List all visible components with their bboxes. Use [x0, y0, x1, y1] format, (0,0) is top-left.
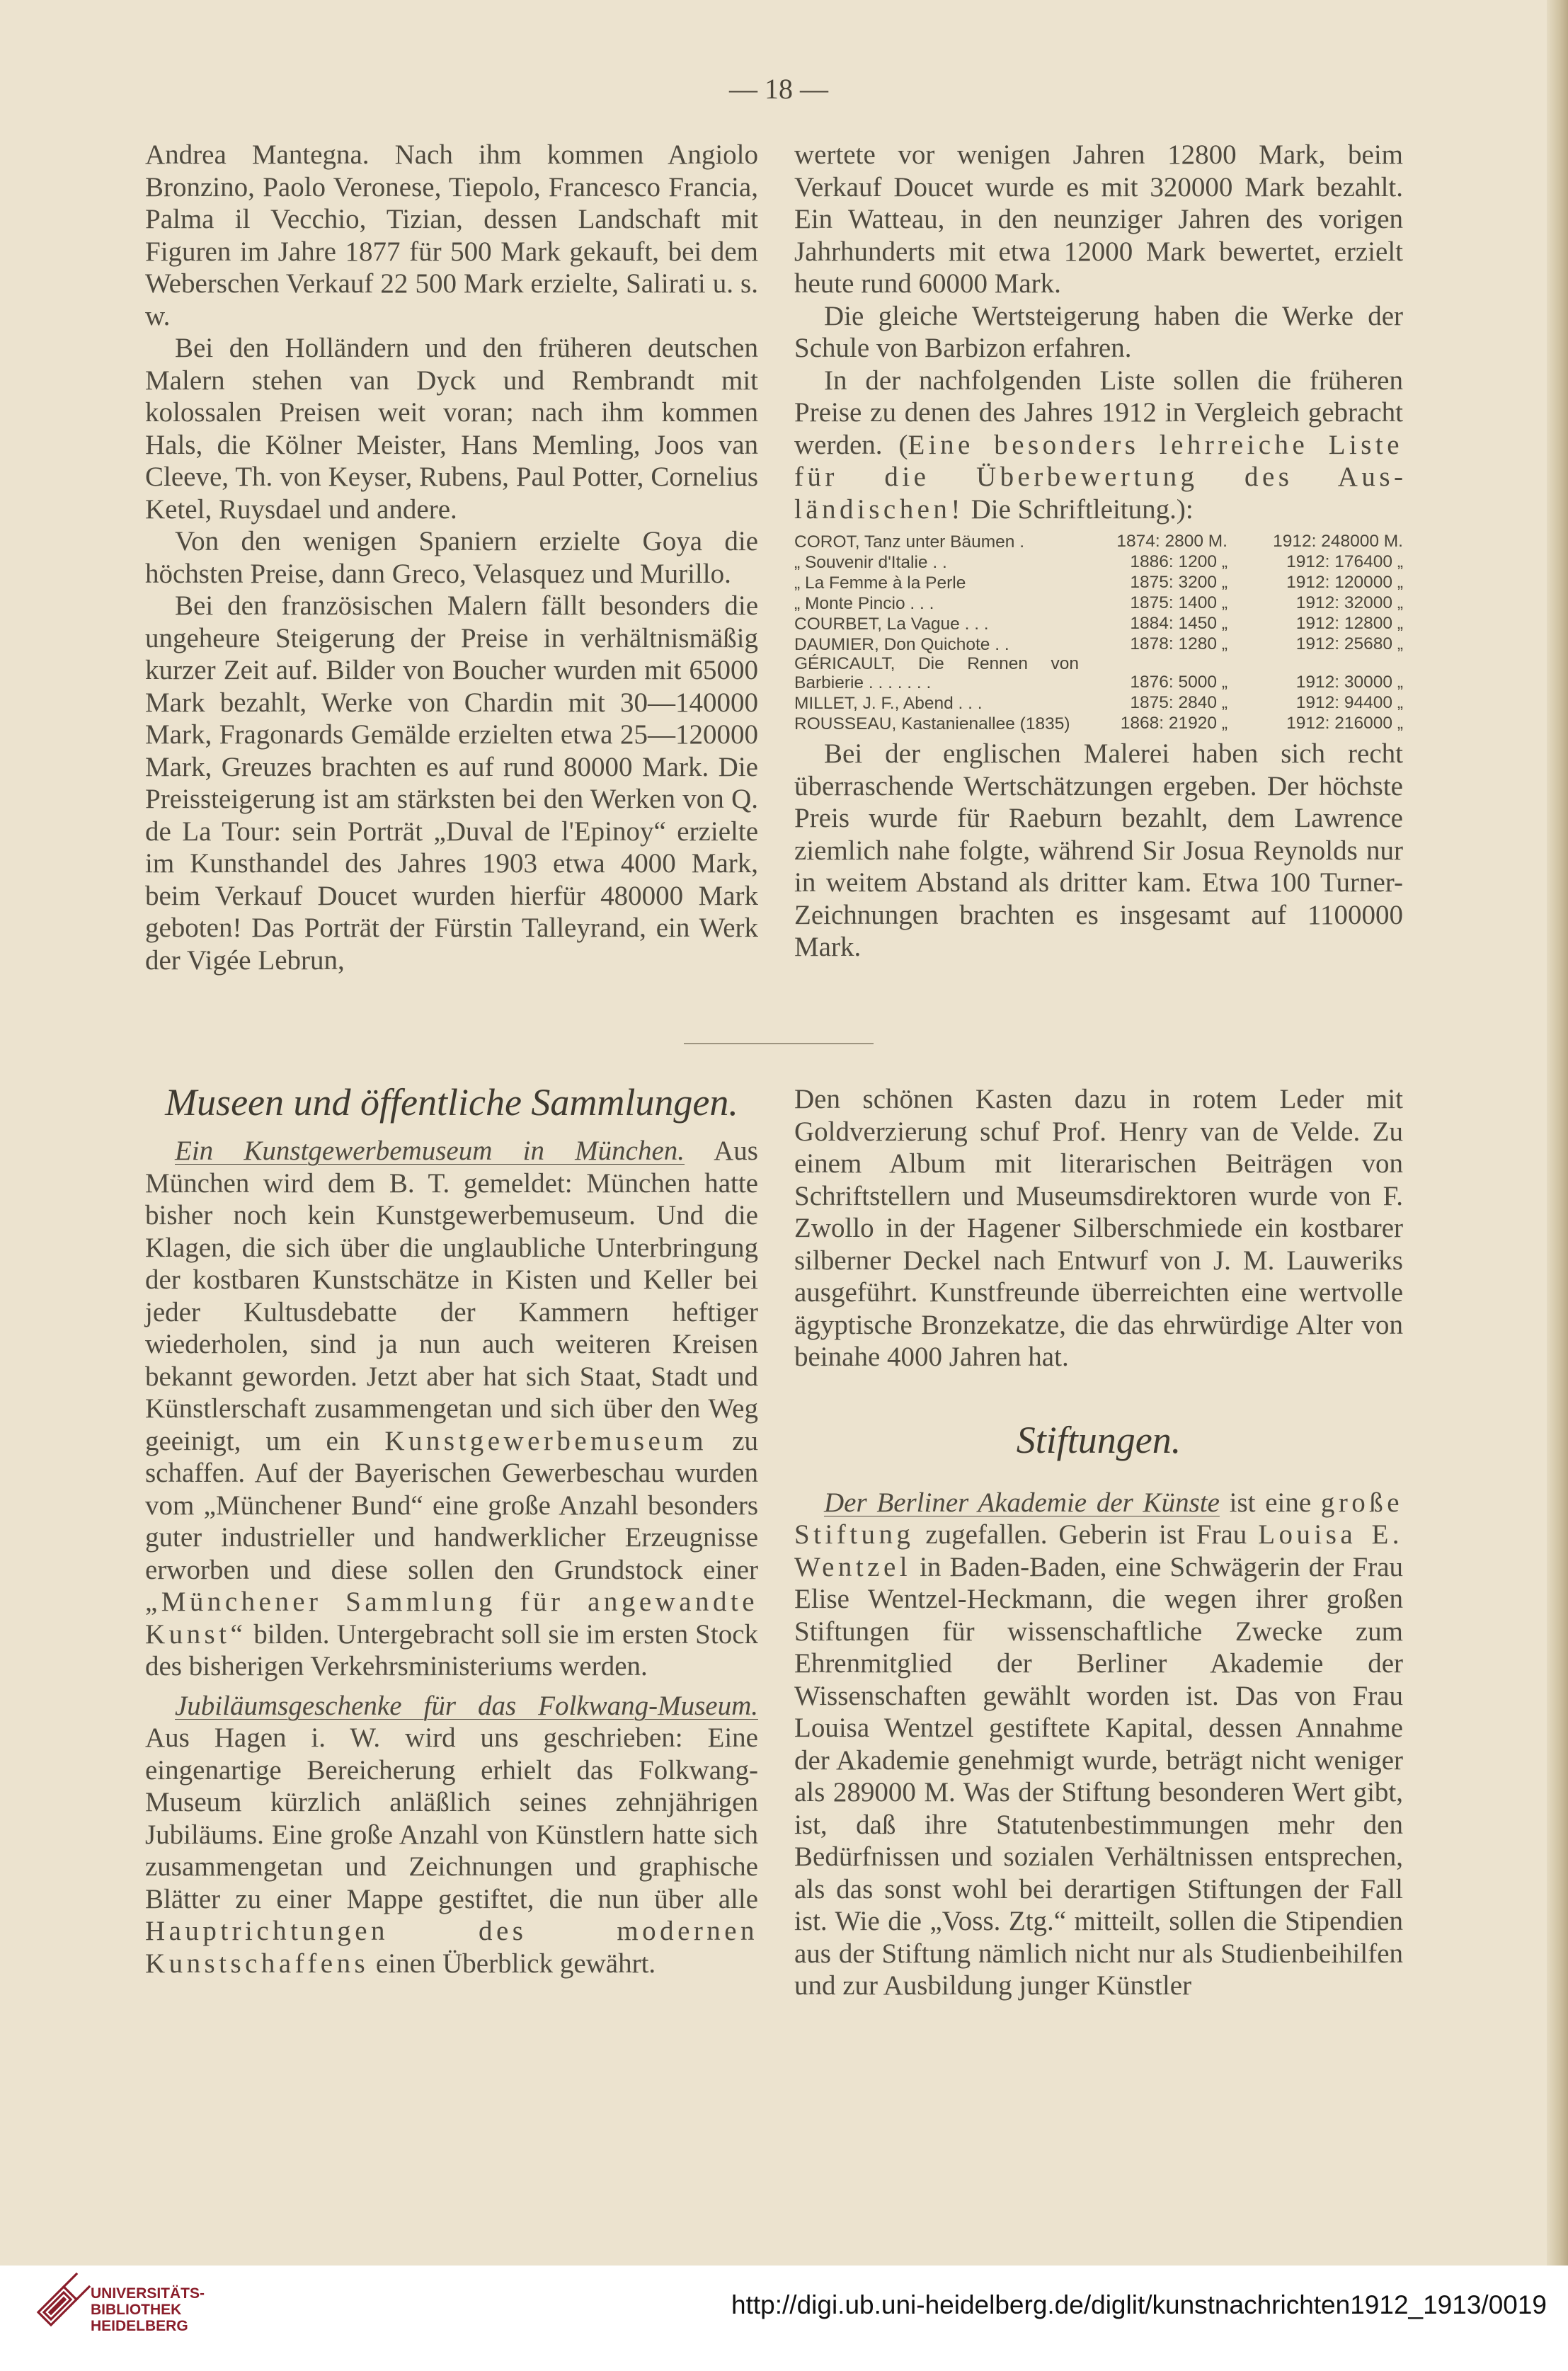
section-heading-museums: Museen und öffentliche Sammlungen.: [165, 1081, 738, 1124]
page-edge: [1547, 0, 1568, 2266]
price-1912: 1912: 216000 „: [1286, 714, 1403, 733]
old-price: 1874: 2800 M.: [1116, 532, 1227, 551]
artwork-name: DAUMIER, Don Quichote . .: [794, 635, 1009, 654]
paragraph: Bei den französischen Malern fällt besonders die ungeheure Steigerung der Preise in verhältnismäßig kurzer Zeit auf. Bilder von Boucher wurden mit 65000 Mark bezahlt, Werke von Chardin mit 30—140000 Mark, Fragonards Gemälde erzielten etwa 25—120000 Mark, Greuzes brachten es auf rund 80000 Mark. Die Preissteigerung ist am stärksten bei den Werken von Q. de La Tour: sein Porträt „Duval de l'Epinoy“ erzielte im Kunsthandel des Jahres 1903 etwa 4000 Mark, beim Verkauf Doucet wurden hierfür 480000 Mark geboten! Das Porträt der Fürstin Talleyrand, ein Werk der Vigée Lebrun,: [145, 590, 758, 976]
paragraph-barbizon: Die gleiche Wertsteigerung haben die Werke der Schule von Barbizon erfahren.: [794, 300, 1403, 363]
old-price: 1878: 1280 „: [1130, 634, 1227, 653]
price-1912: 1912: 32000 „: [1295, 593, 1403, 612]
paragraph: Andrea Mantegna. Nach ihm kommen Angiolo Bronzino, Paolo Veronese, Tiepolo, Francesco Francia, Palma il Vecchio, Tizian, dessen Landschaft mit Figuren im Jahre 1877 für 500 Mark gekauft, bei dem Weberschen Verkauf 22 500 Mark erzielte, Salirati u. s. w.: [145, 139, 758, 331]
old-price: 1884: 1450 „: [1130, 614, 1227, 633]
artwork-name: COROT, Tanz unter Bäumen .: [794, 532, 1024, 552]
right-column-lower: [794, 1083, 1403, 2002]
price-row: [794, 634, 1403, 654]
artwork-name: „ Monte Pincio . . .: [794, 594, 934, 613]
old-price: 1886: 1200 „: [1130, 552, 1227, 571]
artwork-name: GÉRICAULT, Die Rennen von Barbierie . . . . . . .: [794, 654, 1079, 692]
paragraph-list-intro: In der nachfolgenden Liste sollen die früheren Preise zu denen des Jahres 1912 in Vergleich gebracht werden. (Eine besonders lehrreiche Liste für die Überbewertung des Ausländischen! Die Schriftleitung.):: [794, 365, 1403, 525]
article-title: Jubiläumsgeschenke für das Folkwang-Museum.: [175, 1690, 758, 1721]
paragraph: Von den wenigen Spaniern erzielte Goya die höchsten Preise, dann Greco, Velasquez und Murillo.: [145, 526, 758, 589]
price-1912: 1912: 25680 „: [1295, 634, 1403, 653]
price-1912: 1912: 176400 „: [1286, 552, 1403, 571]
artwork-name: COURBET, La Vague . . .: [794, 615, 989, 634]
left-column-lower: [145, 1080, 758, 1979]
price-row: [794, 552, 1403, 572]
section-divider: [684, 1043, 874, 1044]
article-title: Der Berliner Akademie der Künste: [824, 1487, 1220, 1518]
paragraph: Bei den Holländern und den früheren deutschen Malern stehen van Dyck und Rembrandt mit kolossalen Preisen weit voran; nach ihm kommen Hals, die Kölner Meister, Hans Memling, Joos van Cleeve, Th. von Keyser, Rubens, Paul Potter, Cornelius Ketel, Ruysdael und andere.: [145, 333, 758, 525]
price-1912: 1912: 248000 M.: [1273, 532, 1403, 551]
artwork-name: ROUSSEAU, Kastanienallee (1835): [794, 714, 1070, 733]
price-row: [794, 572, 1403, 593]
article-folkwang: Jubiläumsgeschenke für das Folkwang-Museum. Aus Hagen i. W. wird uns geschrieben: Eine eingenartige Bereicherung erhielt das Folkwang-Museum kürzlich anläßlich seines zehnjährigen Jubiläums. Eine große Anzahl von Künstlern hatte sich zusammengetan und Zeichnungen und graphische Blätter zu einer Mappe gestiftet, die nun über alle Hauptrichtungen des modernen Kunstschaffens einen Überblick gewährt.: [145, 1690, 758, 1979]
price-row: [794, 613, 1403, 634]
source-url-link[interactable]: http://digi.ub.uni-heidelberg.de/diglit/kunstnachrichten1912_1913/0019: [731, 2290, 1547, 2319]
left-column-upper: [145, 139, 758, 976]
paragraph-english-painting: Bei der englischen Malerei haben sich recht überraschende Wertschätzungen ergeben. Der höchste Preis wurde für Raeburn bezahlt, dem Lawrence ziemlich nahe folgte, während Sir Josua Reynolds nur in weitem Abstand als dritter kam. Etwa 100 Turner-Zeichnungen brachten es insgesamt auf 1100000 Mark.: [794, 738, 1403, 962]
price-1912: 1912: 120000 „: [1286, 573, 1403, 592]
price-1912: 1912: 12800 „: [1295, 614, 1403, 633]
page-number: — 18 —: [729, 73, 828, 105]
article-title: Ein Kunstgewerbemuseum in München.: [175, 1136, 685, 1166]
library-logo-icon: [33, 2273, 93, 2333]
price-comparison-table: [794, 531, 1403, 733]
section-heading-stiftungen: Stiftungen.: [1016, 1418, 1181, 1461]
price-1912: 1912: 30000 „: [1295, 673, 1403, 692]
article-kunstgewerbemuseum: Ein Kunstgewerbemuseum in München. Aus München wird dem B. T. gemeldet: München hatte bisher noch kein Kunstgewerbemuseum. Und die Klagen, die sich über die unglaubliche Unterbringung der kostbaren Kunstschätze in Kisten und Keller bei jeder Kultusdebatte der Kammern heftiger wiederholen, sind ja nun auch weiteren Kreisen bekannt geworden. Jetzt aber hat sich Staat, Stadt und Künstlerschaft zusammengetan und sich über den Weg geeinigt, um ein Kunstgewerbemuseum zu schaffen. Auf der Bayerischen Gewerbeschau wurden vom „Münchener Bund“ eine große Anzahl besonders guter industrieller und handwerklicher Erzeugnisse erworben und diese sollen den Grundstock einer „Münchener Sammlung für angewandte Kunst“ bilden. Untergebracht soll sie im ersten Stock des bisherigen Verkehrsministeriums werden.: [145, 1136, 758, 1681]
right-column-upper: [794, 139, 1403, 964]
old-price: 1875: 3200 „: [1130, 573, 1227, 592]
paragraph-folkwang-continued: Den schönen Kasten dazu in rotem Leder mit Goldverzierung schuf Prof. Henry van de Velde. Zu einem Album mit literarischen Beiträgen von Schriftstellern und Museumsdirektoren wurde von F. Zwollo in der Hagener Silberschmiede ein kostbarer silberner Deckel nach Entwurf von J. M. Lauweriks ausgeführt. Kunstfreunde überreichten eine wertvolle ägyptische Bronzekatze, die das ehrwürdige Alter von beinahe 4000 Jahren hat.: [794, 1084, 1403, 1372]
old-price: 1868: 21920 „: [1120, 714, 1227, 733]
artwork-name: „ La Femme à la Perle: [794, 573, 966, 593]
old-price: 1876: 5000 „: [1130, 673, 1227, 692]
artwork-name: „ Souvenir d'Italie . .: [794, 553, 947, 572]
paragraph-watteau: wertete vor wenigen Jahren 12800 Mark, beim Verkauf Doucet wurde es mit 320000 Mark bezahlt. Ein Watteau, in den neunziger Jahren des vorigen Jahrhunderts mit etwa 12000 Mark bewertet, erzielt heute rund 60000 Mark.: [794, 139, 1403, 299]
emphasis-spaced: Eine besonders lehrreiche Liste für die Überbewertung des Ausländischen!: [794, 429, 1403, 525]
article-berliner-akademie: Der Berliner Akademie der Künste ist eine große Stiftung zugefallen. Geberin ist Frau Louisa E. Wentzel in Baden-Baden, eine Schwägerin der Frau Elise Wentzel-Heckmann, die wegen ihrer großen Stiftungen für wissenschaftliche Zwecke zum Ehrenmitglied der Berliner Akademie der Wissenschaften gewählt worden ist. Das von Frau Louisa Wentzel gestiftete Kapital, dessen Annahme der Akademie genehmigt wurde, beträgt nicht weniger als 289000 M. Was der Stiftung besonderen Wert gibt, ist, daß ihre Statutenbestimmungen mehr den Bedürfnissen und sozialen Verhältnissen entsprechen, als das sonst wohl bei derartigen Stiftungen der Fall ist. Wie die „Voss. Ztg.“ mitteilt, sollen die Stipendien aus der Stiftung nämlich nicht nur als Studienbeihilfen und zur Ausbildung junger Künstler: [794, 1487, 1404, 2001]
artwork-name: MILLET, J. F., Abend . . .: [794, 694, 983, 713]
price-row: [794, 654, 1403, 692]
price-1912: 1912: 94400 „: [1295, 693, 1403, 712]
price-row: [794, 593, 1403, 613]
price-row: [794, 713, 1403, 733]
old-price: 1875: 1400 „: [1130, 593, 1227, 612]
old-price: 1875: 2840 „: [1130, 693, 1227, 712]
price-row: [794, 531, 1403, 552]
library-name: UNIVERSITÄTS- BIBLIOTHEK HEIDELBERG: [91, 2285, 205, 2334]
price-row: [794, 692, 1403, 713]
